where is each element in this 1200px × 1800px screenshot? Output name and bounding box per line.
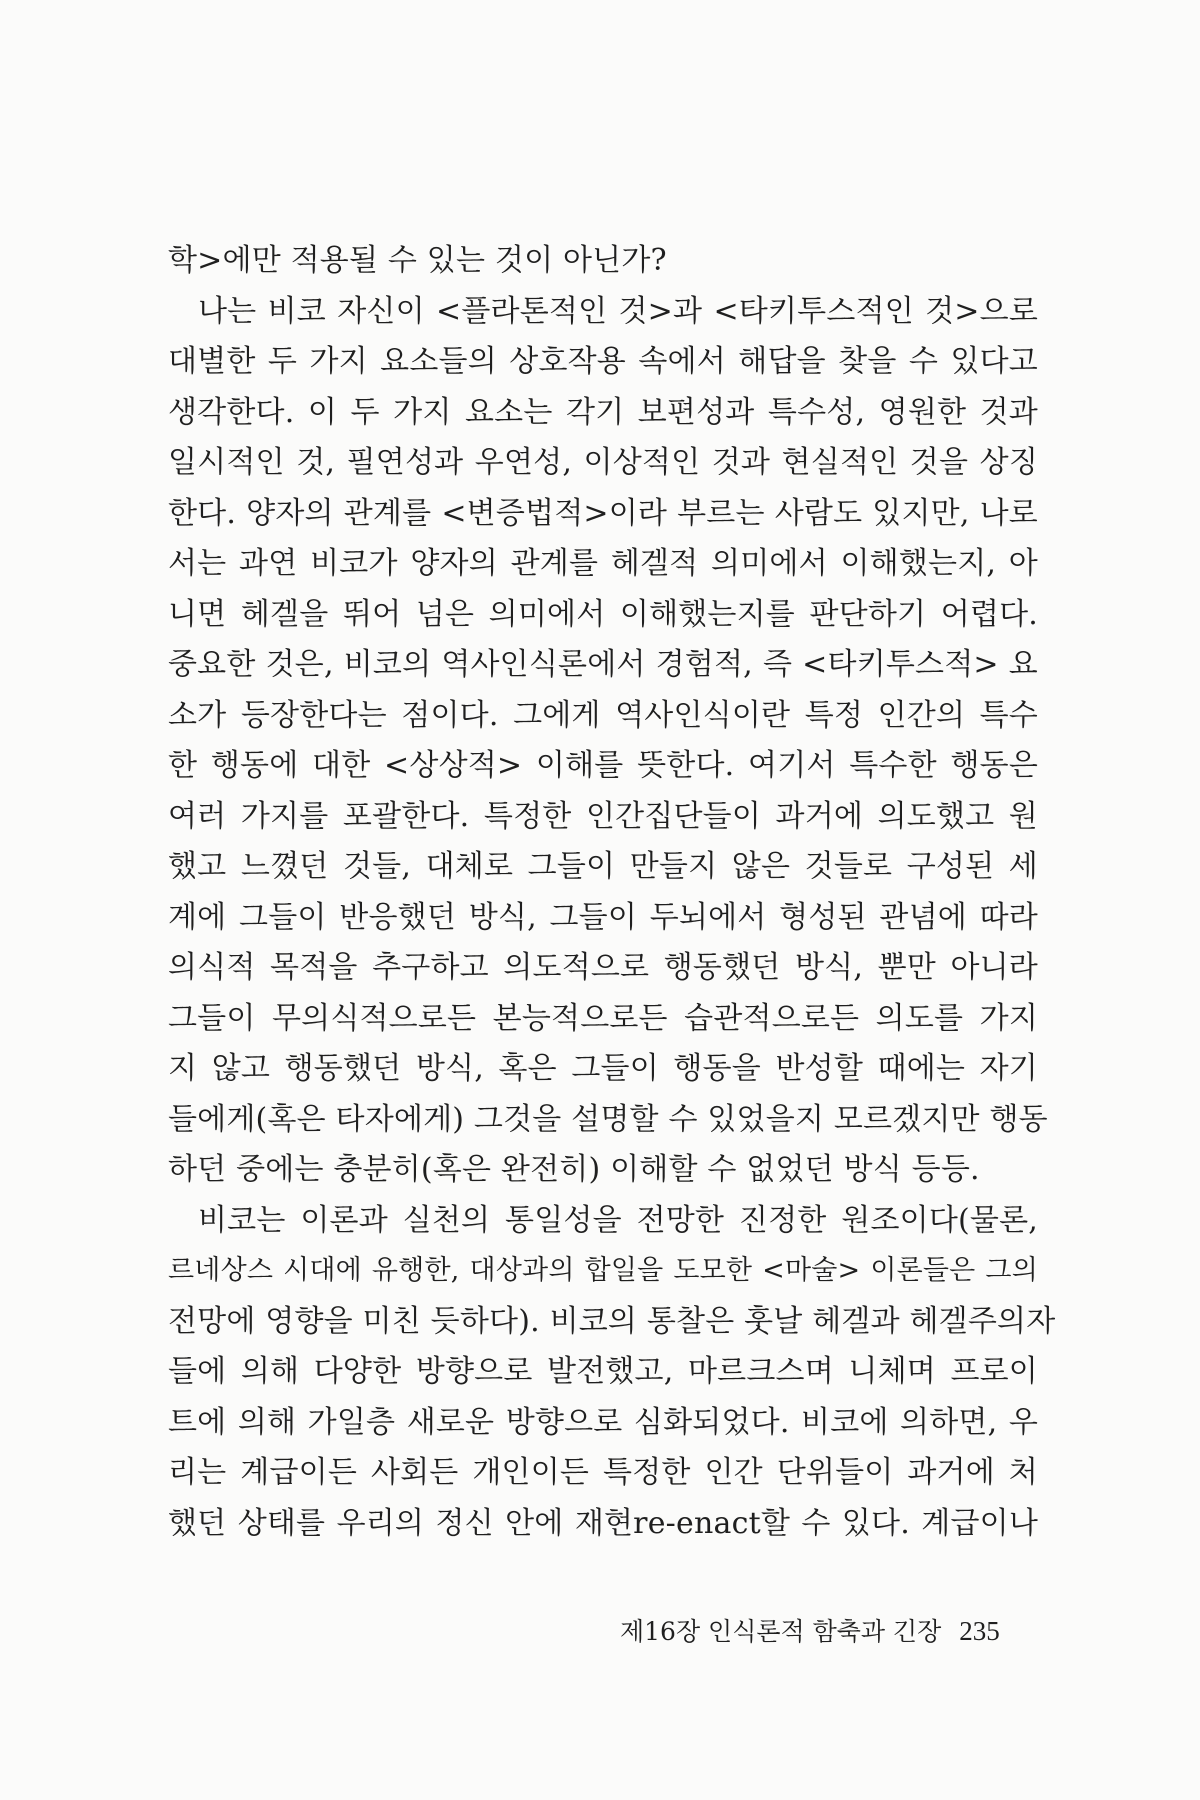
text-line: 했고 느꼈던 것들, 대체로 그들이 만들지 않은 것들로 구성된 세	[168, 849, 1038, 884]
text-line: 학>에만 적용될 수 있는 것이 아닌가?	[168, 243, 667, 278]
text-line: 전망에 영향을 미친 듯하다). 비코의 통찰은 훗날 헤겔과 헤겔주의자	[168, 1303, 1056, 1339]
text-line: 대별한 두 가지 요소들의 상호작용 속에서 해답을 찾을 수 있다고	[168, 344, 1038, 379]
text-line: 지 않고 행동했던 방식, 혹은 그들이 행동을 반성할 때에는 자기	[168, 1051, 1038, 1086]
text-line: 한 행동에 대한 <상상적> 이해를 뜻한다. 여기서 특수한 행동은	[168, 748, 1038, 783]
text-line: 리는 계급이든 사회든 개인이든 특정한 인간 단위들이 과거에 처	[168, 1455, 1038, 1490]
text-line: 소가 등장한다는 점이다. 그에게 역사인식이란 특정 인간의 특수	[168, 697, 1038, 733]
text-line: 들에 의해 다양한 방향으로 발전했고, 마르크스며 니체며 프로이	[168, 1354, 1038, 1389]
text-line: 중요한 것은, 비코의 역사인식론에서 경험적, 즉 <타키투스적> 요	[168, 647, 1038, 682]
text-line: 나는 비코 자신이 <플라톤적인 것>과 <타키투스적인 것>으로	[198, 293, 1038, 329]
text-line: 의식적 목적을 추구하고 의도적으로 행동했던 방식, 뿐만 아니라	[168, 950, 1038, 985]
text-line: 생각한다. 이 두 가지 요소는 각기 보편성과 특수성, 영원한 것과	[168, 394, 1038, 430]
text-line: 니면 헤겔을 뛰어 넘은 의미에서 이해했는지를 판단하기 어렵다.	[168, 596, 1038, 632]
text-line: 서는 과연 비코가 양자의 관계를 헤겔적 의미에서 이해했는지, 아	[168, 546, 1038, 581]
text-line: 비코는 이론과 실천의 통일성을 전망한 진정한 원조이다(물론,	[198, 1202, 1038, 1238]
running-footer	[620, 1612, 1040, 1648]
text-line: 들에게(혹은 타자에게) 그것을 설명할 수 있었을지 모르겠지만 행동	[168, 1101, 1048, 1137]
page-number: 235	[959, 1616, 1000, 1646]
text-line: 계에 그들이 반응했던 방식, 그들이 두뇌에서 형성된 관념에 따라	[168, 899, 1038, 935]
text-line: 트에 의해 가일층 새로운 방향으로 심화되었다. 비코에 의하면, 우	[168, 1404, 1038, 1440]
text-line: 그들이 무의식적으로든 본능적으로든 습관적으로든 의도를 가지	[168, 1000, 1038, 1036]
text-line: 여러 가지를 포괄한다. 특정한 인간집단들이 과거에 의도했고 원	[168, 798, 1038, 834]
text-line: 했던 상태를 우리의 정신 안에 재현re-enact할 수 있다. 계급이나	[168, 1505, 1038, 1541]
text-line: 하던 중에는 충분히(혹은 완전히) 이해할 수 없었던 방식 등등.	[168, 1152, 980, 1187]
text-line: 일시적인 것, 필연성과 우연성, 이상적인 것과 현실적인 것을 상징	[168, 445, 1038, 480]
text-line: 르네상스 시대에 유행한, 대상과의 합일을 도모한 <마술> 이론들은 그의	[168, 1255, 1038, 1286]
text-line: 한다. 양자의 관계를 <변증법적>이라 부르는 사람도 있지만, 나로	[168, 495, 1038, 531]
chapter-title: 제16장 인식론적 함축과 긴장	[620, 1617, 942, 1646]
body-text	[168, 236, 1056, 1549]
